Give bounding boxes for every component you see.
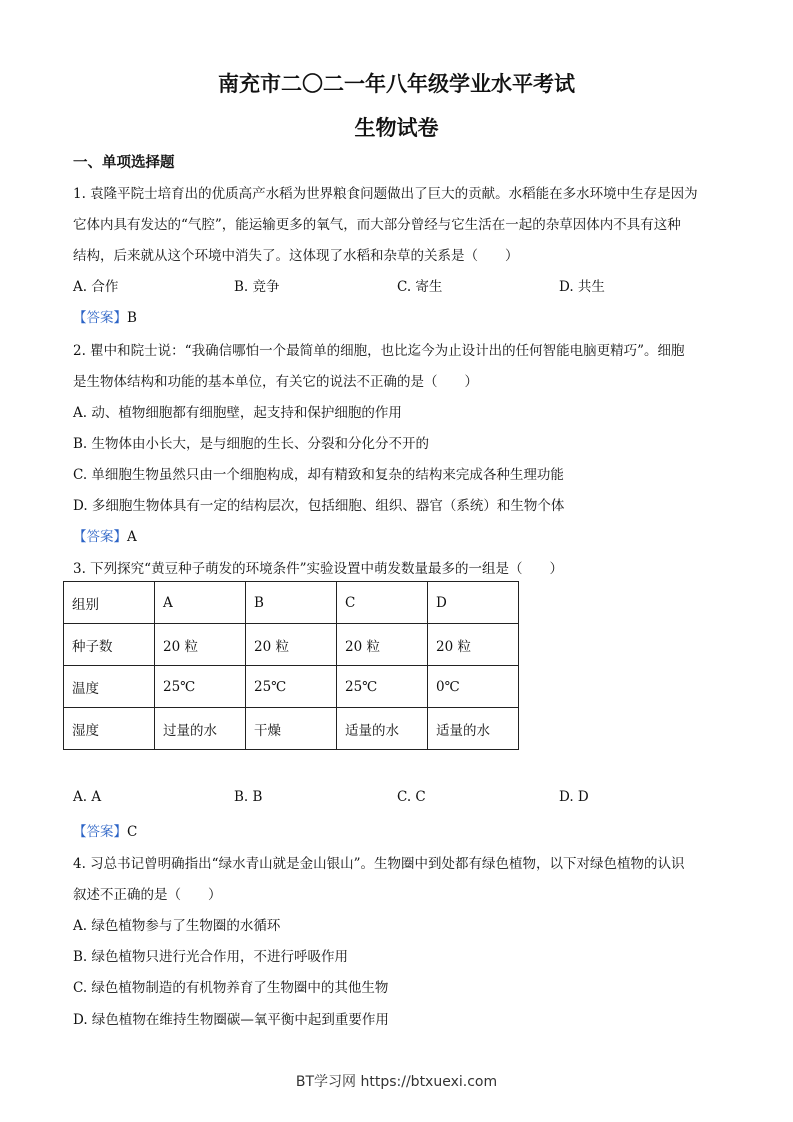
q4-option-c: C. 绿色植物制造的有机物养育了生物圈中的其他生物 xyxy=(73,980,389,996)
q1-option-a: A. 合作 xyxy=(73,279,119,295)
table-cell: C xyxy=(337,582,428,624)
q2-text-line: 2. 瞿中和院士说：“我确信哪怕一个最简单的细胞，也比迄今为止设计出的任何智能电脑更精巧”。细胞 xyxy=(73,343,685,359)
q1-option-b: B. 竞争 xyxy=(234,279,280,295)
q3-answer xyxy=(73,820,137,840)
table-cell: 过量的水 xyxy=(155,708,246,750)
table-cell: 组别 xyxy=(64,582,155,624)
q1-text-line: 它体内具有发达的“气腔”，能运输更多的氧气，而大部分曾经与它生活在一起的杂草因体内不具有这种 xyxy=(73,217,681,233)
table-cell: 湿度 xyxy=(64,708,155,750)
table-cell: 适量的水 xyxy=(337,708,428,750)
table-row xyxy=(64,624,519,666)
section-heading: 一、单项选择题 xyxy=(73,155,175,171)
q2-option-c: C. 单细胞生物虽然只由一个细胞构成，却有精致和复杂的结构来完成各种生理功能 xyxy=(73,467,564,483)
table-row xyxy=(64,708,519,750)
table-row xyxy=(64,666,519,708)
q2-option-d: D. 多细胞生物体具有一定的结构层次，包括细胞、组织、器官（系统）和生物个体 xyxy=(73,498,565,514)
q3-text-line: 3. 下列探究“黄豆种子萌发的环境条件”实验设置中萌发数量最多的一组是（ ） xyxy=(73,561,563,577)
q3-option-b: B. B xyxy=(234,789,263,805)
answer-value: A xyxy=(127,529,137,545)
q4-text-line: 4. 习总书记曾明确指出“绿水青山就是金山银山”。生物圈中到处都有绿色植物，以下对绿色植物的认识 xyxy=(73,856,685,872)
page-subtitle: 生物试卷 xyxy=(354,116,439,140)
q4-option-b: B. 绿色植物只进行光合作用，不进行呼吸作用 xyxy=(73,949,349,965)
q2-option-b: B. 生物体由小长大，是与细胞的生长、分裂和分化分不开的 xyxy=(73,436,430,452)
table-cell: A xyxy=(155,582,246,624)
q3-options xyxy=(73,789,723,807)
table-cell: 25℃ xyxy=(337,666,428,708)
q4-option-a: A. 绿色植物参与了生物圈的水循环 xyxy=(73,918,281,934)
q4-text-line: 叙述不正确的是（ ） xyxy=(73,887,222,903)
q1-answer xyxy=(73,306,137,326)
table-cell: 种子数 xyxy=(64,624,155,666)
page-title: 南充市二〇二一年八年级学业水平考试 xyxy=(218,72,575,96)
table-cell: 温度 xyxy=(64,666,155,708)
q4-option-d: D. 绿色植物在维持生物圈碳—氧平衡中起到重要作用 xyxy=(73,1012,389,1028)
table-cell: B xyxy=(246,582,337,624)
q2-answer xyxy=(73,525,137,545)
footer-watermark: BT学习网 https://btxuexi.com xyxy=(295,1074,498,1090)
answer-tag: 【答案】 xyxy=(73,824,127,840)
table-cell: 25℃ xyxy=(155,666,246,708)
q1-option-c: C. 寄生 xyxy=(397,279,443,295)
q1-option-d: D. 共生 xyxy=(559,279,605,295)
answer-tag: 【答案】 xyxy=(73,529,127,545)
q1-text-line: 结构，后来就从这个环境中消失了。这体现了水稻和杂草的关系是（ ） xyxy=(73,248,519,264)
table-cell: 20 粒 xyxy=(155,624,246,666)
table-cell: 20 粒 xyxy=(428,624,519,666)
q3-option-d: D. D xyxy=(559,789,589,805)
answer-value: B xyxy=(127,310,137,326)
q2-option-a: A. 动、植物细胞都有细胞壁，起支持和保护细胞的作用 xyxy=(73,405,402,421)
q2-text-line: 是生物体结构和功能的基本单位，有关它的说法不正确的是（ ） xyxy=(73,374,478,390)
answer-value: C xyxy=(127,824,138,840)
q3-option-c: C. C xyxy=(397,789,426,805)
table-cell: D xyxy=(428,582,519,624)
table-cell: 适量的水 xyxy=(428,708,519,750)
answer-tag: 【答案】 xyxy=(73,310,127,326)
table-row xyxy=(64,582,519,624)
table-cell: 0℃ xyxy=(428,666,519,708)
q1-options xyxy=(73,275,723,293)
table-cell: 20 粒 xyxy=(246,624,337,666)
table-cell: 20 粒 xyxy=(337,624,428,666)
table-cell: 25℃ xyxy=(246,666,337,708)
q3-option-a: A. A xyxy=(73,789,102,805)
table-cell: 干燥 xyxy=(246,708,337,750)
q3-table xyxy=(63,581,519,750)
q1-text-line: 1. 袁隆平院士培育出的优质高产水稻为世界粮食问题做出了巨大的贡献。水稻能在多水环境中生存是因为 xyxy=(73,186,698,202)
